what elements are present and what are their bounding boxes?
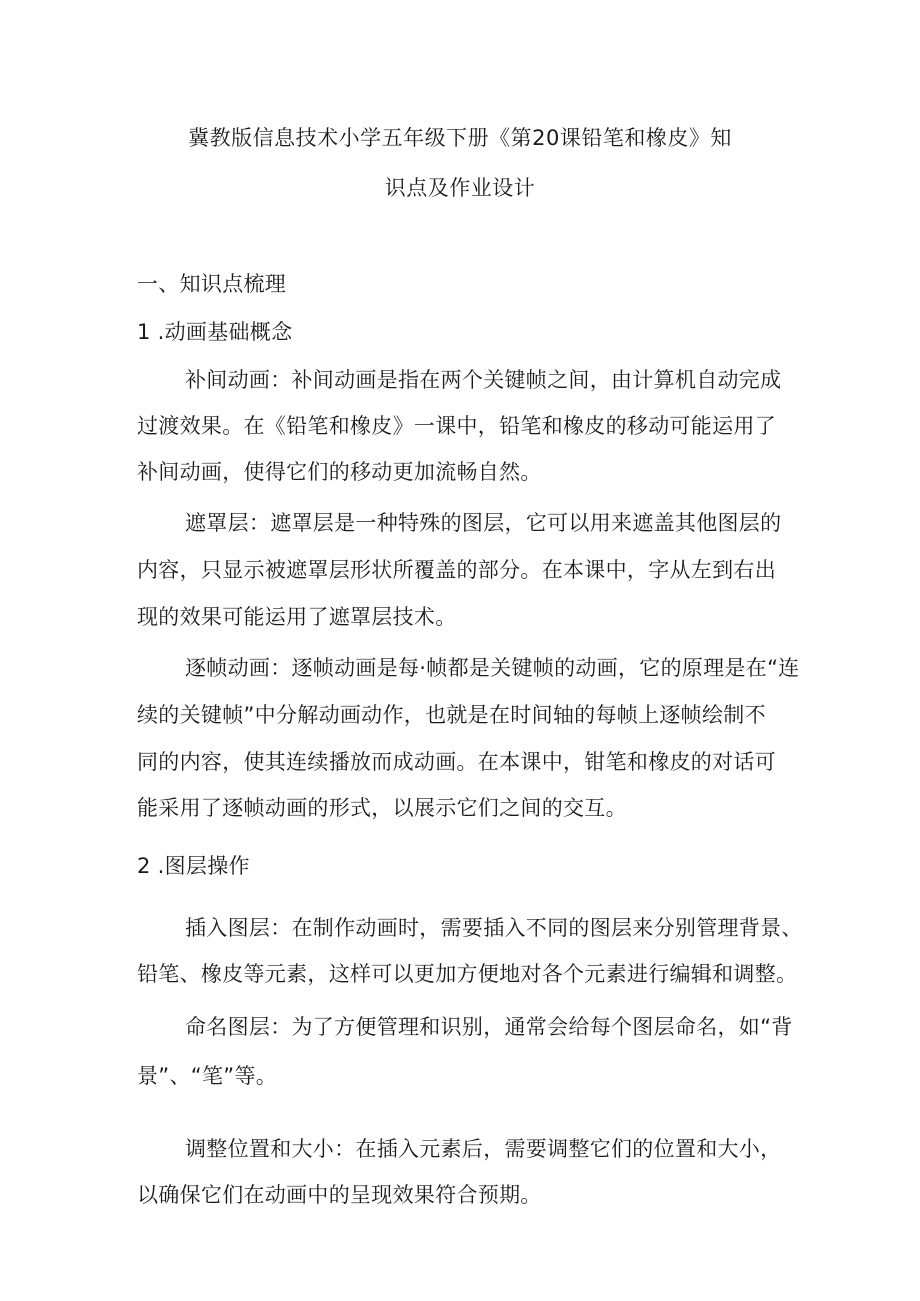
paragraph-line: 补间动画：补间动画是指在两个关键帧之间，由计算机自动完成 [185, 368, 782, 392]
section-heading: 一、知识点梳理 [137, 272, 287, 296]
paragraph-line: 调整位置和大小：在插入元素后，需要调整它们的位置和大小， [185, 1137, 782, 1161]
paragraph-line: 能采用了逐帧动画的形式，以展示它们之间的交互。 [137, 796, 627, 820]
paragraph-line: 命名图层：为了方便管理和识别，通常会给每个图层命名，如“背 [185, 1015, 793, 1039]
document-title-line-1: 冀教版信息技术小学五年级下册《第20课铅笔和橡皮》知 [188, 126, 732, 150]
paragraph-line: 遮罩层：遮罩层是一种特殊的图层，它可以用来遮盖其他图层的 [185, 511, 782, 535]
paragraph-line: 景”、“笔”等。 [137, 1064, 278, 1088]
paragraph-line: 插入图层：在制作动画时，需要插入不同的图层来分别管理背景、 [185, 916, 803, 940]
paragraph-line: 逐帧动画：逐帧动画是每·帧都是关键帧的动画，它的原理是在“连 [185, 656, 800, 680]
paragraph-line: 现的效果可能运用了遮罩层技术。 [137, 605, 457, 629]
paragraph-line: 补间动画，使得它们的移动更加流畅自然。 [137, 460, 542, 484]
paragraph-line: 以确保它们在动画中的呈现效果符合预期。 [137, 1183, 542, 1207]
subsection-heading-2: 2 .图层操作 [137, 854, 250, 878]
document-title-line-2: 识点及作业设计 [384, 176, 536, 200]
paragraph-line: 内容，只显示被遮罩层形状所覆盖的部分。在本课中，字从左到右出 [137, 558, 776, 582]
paragraph-line: 过渡效果。在《铅笔和橡皮》一课中，铅笔和橡皮的移动可能运用了 [137, 414, 776, 438]
paragraph-line: 铅笔、橡皮等元素，这样可以更加方便地对各个元素进行编辑和调整。 [137, 962, 798, 986]
subsection-heading-1: 1 .动画基础概念 [137, 320, 293, 344]
paragraph-line: 续的关键帧”中分解动画动作，也就是在时间轴的每帧上逐帧绘制不 [137, 703, 766, 727]
paragraph-line: 同的内容，使其连续播放而成动画。在本课中，钳笔和橡皮的对话可 [137, 750, 776, 774]
